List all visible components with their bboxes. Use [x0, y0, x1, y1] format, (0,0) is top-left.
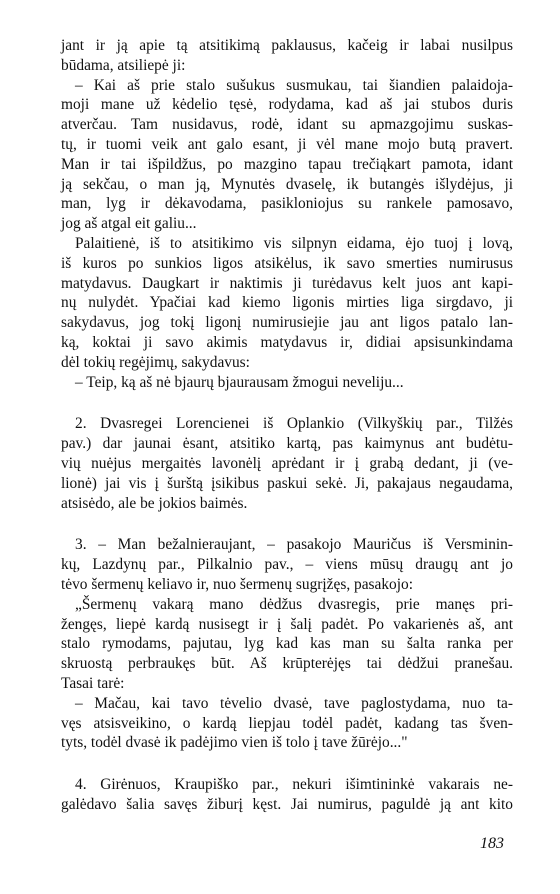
paragraph: [61, 535, 513, 594]
text-line: „Šermenų vakarą mano dėdžus dvasregis, prie manęs pri-: [75, 595, 513, 613]
text-line: – Mačau, kai tavo tėvelio dvasė, tave paglostydama, nuo ta-: [75, 694, 513, 712]
text-line: jant ir ją apie tą atsitikimą paklausus, kačeig ir labai nusilpus: [61, 37, 513, 54]
section-gap: [61, 513, 513, 535]
text-line: vęs atsisveikino, o kardą liepjau todėl padėt, kadang tas šven-: [61, 714, 513, 732]
text-line: stalo rymodams, pajutau, lyg kad kas man su šalta ranka per: [61, 635, 513, 653]
page-number: 183: [480, 835, 504, 852]
text-line: tyts, todėl dvasė ik padėjimo vien iš tolo į tave žūrėjo...": [61, 734, 408, 752]
paragraph: [61, 595, 513, 694]
text-line: sakydavus, jog tokį ligonį numirusiejie jau ant ligos patalo lan-: [61, 314, 513, 332]
text-line: Tasai tarė:: [61, 674, 125, 692]
paragraph: [61, 775, 513, 815]
text-line: iš kuros po sunkios ligos atsikėlus, ik savo smerties numirusus: [61, 254, 513, 272]
text-line: atsisėdo, ale be jokios baimės.: [61, 494, 248, 512]
text-line: 3. – Man bežalnieraujant, – pasakojo Mauričus iš Versminin-: [75, 536, 513, 554]
text-line: skruostą perbraukęs būt. Aš krūpterėjęs tai dėdžui pranešau.: [61, 655, 513, 673]
text-line: atverčau. Tam nusidavus, rodė, idant su apmazgojimu suskas-: [61, 116, 513, 134]
text-line: – Kai aš prie stalo sušukus susmukau, tai šiandien palaidoja-: [75, 76, 513, 94]
text-line: Palaitienė, iš to atsitikimo vis silpnyn eidama, ėjo tuoj į lovą,: [75, 234, 513, 252]
text-line: lionė) jai vis į šurštą įsikibus paskui sekė. Ji, pakajaus negaudama,: [61, 474, 513, 492]
section-gap: [61, 392, 513, 414]
book-page: [61, 36, 513, 815]
paragraph: [61, 414, 513, 513]
text-line: galėdavo šalia savęs žiburį kęst. Jai numirus, paguldė ją ant kito: [61, 795, 513, 813]
text-line: tų, ir tuomi veik ant galo esant, ji vėl mane mojo butą pravert.: [61, 135, 513, 153]
text-line: ką, koktai ji savo akimis matydavus ir, didiai apsisunkindama: [61, 333, 513, 351]
text-line: 4. Girėnuos, Kraupiško par., nekuri išimtininkė vakarais ne-: [75, 776, 513, 794]
paragraph: [61, 76, 513, 234]
text-line: matydavus. Daugkart ir naktimis ji turėdavus kelt juos ant kapi-: [61, 274, 513, 292]
paragraph: [61, 234, 513, 373]
paragraph: [61, 694, 513, 753]
text-line: kų, Lazdynų par., Pilkalnio pav., – viens mūsų draugų ant jo: [61, 556, 513, 574]
text-line: nų nulydėt. Ypačiai kad kiemo ligonis mirties liga sirgdavo, ji: [61, 294, 513, 312]
text-line: 2. Dvasregei Lorencienei iš Oplankio (Vilkyškių par., Tilžės: [75, 415, 513, 433]
paragraph: [61, 36, 513, 76]
text-line: pav.) dar jaunai ėsant, atsitiko kartą, pas kaimynus ant budėtu-: [61, 435, 513, 453]
paragraph: [61, 373, 513, 393]
text-line: moji mane už kėdelio tęsė, rodydama, kad aš jai stubos duris: [61, 96, 513, 114]
text-line: ją sekčau, o man ją, Mynutės dvaselę, ik butangės išlydėjus, ji: [61, 175, 513, 193]
text-line: dėl tokių regėjimų, sakydavus:: [61, 353, 250, 371]
section-gap: [61, 753, 513, 775]
text-line: žengęs, liepė kardą nusisegt ir į šalį padėt. Po vakarienės aš, ant: [61, 615, 513, 633]
text-line: Man ir tai išpildžus, po mazgino tapau trečiąkart pamota, idant: [61, 155, 513, 173]
text-line: vių nuėjus mergaitės lavonėlį aprėdant ir į grabą dedant, ji (ve-: [61, 454, 513, 472]
text-line: man, lyg ir dėkavodama, pasikloniojus su rankele pamosavo,: [61, 195, 513, 213]
text-line: jog aš atgal eit galiu...: [61, 215, 197, 233]
text-line: būdama, atsiliepė ji:: [61, 56, 186, 74]
text-line: – Teip, ką aš nė bjaurų bjaurausam žmogui neveliju...: [75, 373, 404, 391]
text-line: tėvo šermenų keliavo ir, nuo šermenų sugrįžęs, pasakojo:: [61, 575, 413, 593]
